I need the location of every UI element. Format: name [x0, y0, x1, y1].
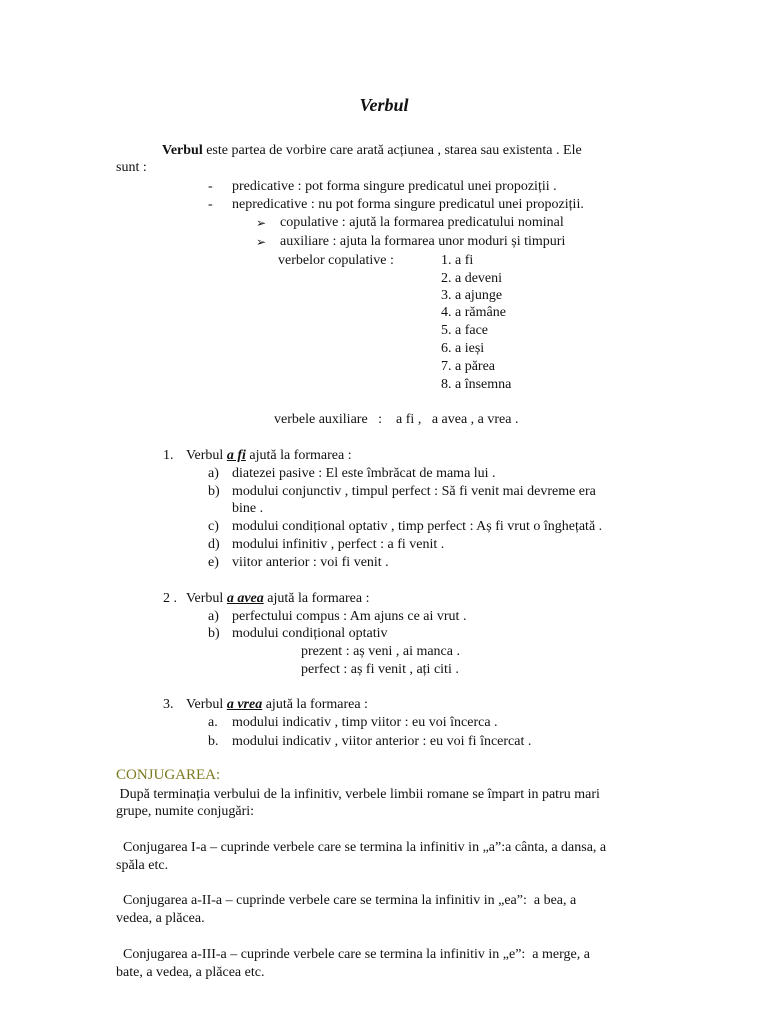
- list-item: modului conjunctiv , timpul perfect : Să fi venit mai devreme era: [232, 484, 596, 499]
- conjugarea-2-line: Conjugarea a-II-a – cuprinde verbele care se termina la infinitiv in „ea”: a bea, a: [116, 893, 577, 908]
- item-marker: d): [208, 537, 220, 552]
- conjugarea-1-line: Conjugarea I-a – cuprinde verbele care se termina la infinitiv in „a”:a cânta, a dansa, a: [116, 840, 607, 855]
- sub-item-perfect: perfect : aș fi venit , ați citi .: [301, 662, 459, 677]
- dash-marker: -: [208, 179, 213, 194]
- dash-marker: -: [208, 197, 213, 212]
- section-heading-a-avea: [186, 590, 369, 607]
- arrow-item-auxiliare: auxiliare : ajuta la formarea unor moduri și timpuri: [280, 234, 566, 249]
- section-heading-pre: Verbul: [186, 697, 227, 712]
- section-number: 2 .: [163, 591, 177, 606]
- intro-continuation: sunt :: [116, 160, 147, 175]
- section-heading-pre: Verbul: [186, 448, 227, 463]
- copulative-verb: 3. a ajunge: [441, 288, 503, 303]
- list-item: diatezei pasive : El este îmbrăcat de mama lui .: [232, 466, 496, 481]
- section-heading-post: ajută la formarea :: [245, 448, 352, 463]
- item-marker: a): [208, 466, 219, 481]
- list-item: modului condițional optativ , timp perfect : Aș fi vrut o înghețată .: [232, 519, 603, 534]
- item-marker: a): [208, 609, 219, 624]
- list-item: modului condițional optativ: [232, 626, 388, 641]
- list-item: perfectului compus : Am ajuns ce ai vrut .: [232, 609, 467, 624]
- conjugarea-2-continuation: vedea, a plăcea.: [116, 911, 205, 926]
- item-marker: b): [208, 626, 220, 641]
- conjugare-heading: CONJUGAREA:: [116, 767, 221, 783]
- verb-a-fi: a fi: [226, 448, 246, 463]
- arrow-item-copulative: copulative : ajută la formarea predicatului nominal: [280, 215, 564, 230]
- section-number: 3.: [163, 697, 174, 712]
- item-marker: a.: [208, 715, 218, 730]
- item-marker: b.: [208, 734, 219, 749]
- copulative-verb: 2. a deveni: [441, 271, 503, 286]
- conjugarea-1-continuation: spăla etc.: [116, 858, 169, 873]
- dash-item-nepredicative: nepredicative : nu pot forma singure predicatul unei propoziții.: [232, 197, 584, 212]
- list-item: modului indicativ , timp viitor : eu voi încerca .: [232, 715, 498, 730]
- conjugarea-3-continuation: bate, a vedea, a plăcea etc.: [116, 965, 265, 980]
- arrow-bullet-icon: ➢: [256, 235, 267, 249]
- section-heading-a-fi: [186, 447, 352, 464]
- page-title: Verbul: [359, 95, 409, 115]
- list-item-continuation: bine .: [232, 501, 264, 516]
- copulative-verb: 7. a părea: [441, 359, 496, 374]
- copulative-label: verbelor copulative :: [278, 253, 394, 268]
- item-marker: b): [208, 484, 220, 499]
- copulative-verb: 1. a fi: [441, 253, 474, 268]
- auxiliare-line: verbele auxiliare : a fi , a avea , a vrea .: [274, 412, 519, 427]
- conjugarea-3-line: Conjugarea a-III-a – cuprinde verbele care se termina la infinitiv in „e”: a merge, a: [116, 947, 590, 962]
- list-item: modului indicativ , viitor anterior : eu voi fi încercat .: [232, 734, 532, 749]
- item-marker: e): [208, 555, 219, 570]
- copulative-verb: 6. a ieși: [441, 341, 485, 356]
- section-heading-post: ajută la formarea :: [263, 591, 370, 606]
- copulative-verb: 4. a rămâne: [441, 305, 506, 320]
- arrow-bullet-icon: ➢: [256, 216, 267, 230]
- list-item: modului infinitiv , perfect : a fi venit .: [232, 537, 445, 552]
- verb-a-vrea: a vrea: [226, 697, 263, 712]
- section-number: 1.: [163, 448, 174, 463]
- sub-item-prezent: prezent : aș veni , ai manca .: [301, 644, 460, 659]
- intro-bold-word: Verbul: [162, 143, 203, 158]
- copulative-verb: 5. a face: [441, 323, 489, 338]
- dash-item-predicative: predicative : pot forma singure predicatul unei propoziții .: [232, 179, 557, 194]
- section-heading-post: ajută la formarea :: [262, 697, 368, 712]
- item-marker: c): [208, 519, 219, 534]
- intro-line: [162, 142, 582, 159]
- conjugare-intro-line: După terminația verbului de la infinitiv, verbele limbii romane se împart in patru mari: [116, 787, 600, 802]
- section-heading-pre: Verbul: [186, 591, 227, 606]
- list-item: viitor anterior : voi fi venit .: [232, 555, 389, 570]
- conjugare-intro-line: grupe, numite conjugări:: [116, 804, 255, 819]
- copulative-verb: 8. a însemna: [441, 377, 512, 392]
- intro-text: este partea de vorbire care arată acțiunea , starea sau existenta . Ele: [202, 143, 582, 158]
- section-heading-a-vrea: [186, 696, 368, 713]
- verb-a-avea: a avea: [226, 591, 264, 606]
